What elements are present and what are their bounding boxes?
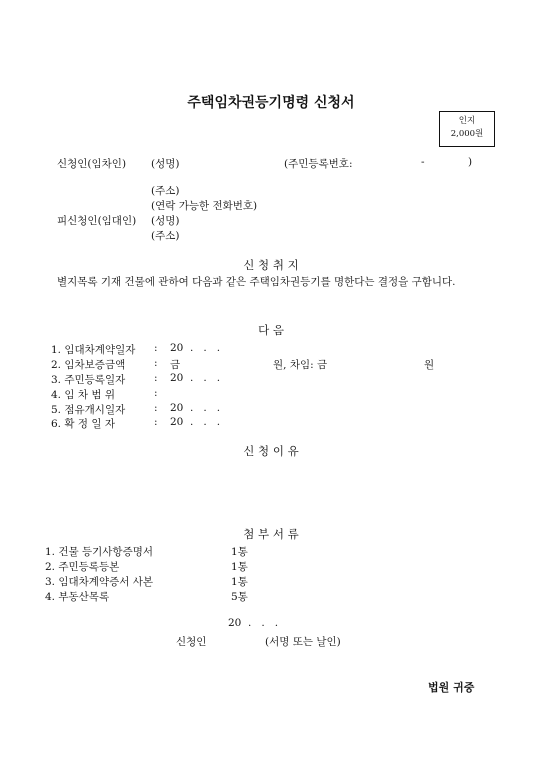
detail-colon: : bbox=[154, 402, 158, 414]
attachment-no: 3. bbox=[45, 576, 56, 588]
stamp-label: 인지 bbox=[458, 116, 476, 126]
detail-colon: : bbox=[154, 387, 158, 399]
detail-label: 확 정 일 자 bbox=[64, 418, 115, 430]
attachment-item bbox=[45, 589, 109, 604]
detail-no: 2. bbox=[51, 359, 62, 371]
applicant-id-dash: - bbox=[421, 156, 425, 168]
attachment-item bbox=[45, 574, 153, 589]
attachment-label: 부동산목록 bbox=[58, 591, 110, 603]
detail-row-5 bbox=[51, 402, 125, 417]
detail-value-rent: 원, 차임: 금 bbox=[273, 359, 328, 371]
respondent-address-field: (주소) bbox=[151, 230, 180, 242]
detail-row-4 bbox=[51, 387, 115, 402]
applicant-id-close: ) bbox=[468, 156, 473, 168]
attachment-no: 2. bbox=[45, 561, 56, 573]
purpose-heading: 신 청 취 지 bbox=[243, 258, 299, 272]
detail-value: 20 . . . bbox=[170, 402, 221, 414]
respondent-name-field: (성명) bbox=[151, 215, 180, 227]
attachment-count: 1통 bbox=[231, 561, 248, 573]
detail-row-1 bbox=[51, 342, 135, 357]
purpose-text: 별지목록 기재 건물에 관하여 다음과 같은 주택임차권등기를 명한다는 결정을 구함니다. bbox=[57, 276, 456, 288]
detail-value: 금 bbox=[170, 359, 181, 371]
attachments-heading: 첨 부 서 류 bbox=[243, 527, 299, 541]
respondent-label: 피신청인(임대인) bbox=[57, 215, 137, 227]
detail-label: 임차보증금액 bbox=[64, 359, 126, 371]
applicant-name-field: (성명) bbox=[151, 158, 180, 170]
applicant-id-field: (주민등록번호: bbox=[284, 158, 353, 170]
attachment-label: 임대차계약증서 사본 bbox=[58, 576, 153, 588]
details-heading: 다 음 bbox=[258, 323, 284, 337]
detail-no: 1. bbox=[51, 344, 62, 356]
attachment-no: 1. bbox=[45, 546, 56, 558]
detail-colon: : bbox=[154, 372, 158, 384]
detail-label: 임대차계약일자 bbox=[64, 344, 136, 356]
stamp-amount: 2,000원 bbox=[450, 129, 484, 139]
detail-no: 4. bbox=[51, 389, 62, 401]
detail-colon: : bbox=[154, 357, 158, 369]
detail-value: 20 . . . bbox=[170, 416, 221, 428]
detail-value: 20 . . . bbox=[170, 342, 221, 354]
detail-row-6 bbox=[51, 416, 115, 431]
revenue-stamp-box bbox=[439, 111, 495, 147]
detail-colon: : bbox=[154, 342, 158, 354]
applicant-label: 신청인(임차인) bbox=[57, 158, 127, 170]
detail-no: 5. bbox=[51, 404, 62, 416]
attachment-item bbox=[45, 544, 153, 559]
detail-no: 6. bbox=[51, 418, 62, 430]
detail-row-2 bbox=[51, 357, 125, 372]
attachment-count: 1통 bbox=[231, 546, 248, 558]
detail-label: 주민등록일자 bbox=[64, 374, 126, 386]
application-date: 20 . . . bbox=[228, 617, 279, 629]
detail-no: 3. bbox=[51, 374, 62, 386]
attachment-count: 5통 bbox=[231, 591, 248, 603]
detail-value-unit: 원 bbox=[424, 359, 435, 371]
detail-value: 20 . . . bbox=[170, 372, 221, 384]
detail-label: 임 차 범 위 bbox=[64, 389, 115, 401]
applicant-phone-field: (연락 가능한 전화번호) bbox=[151, 200, 258, 212]
attachment-label: 주민등록등본 bbox=[58, 561, 120, 573]
detail-row-3 bbox=[51, 372, 125, 387]
attachment-count: 1통 bbox=[231, 576, 248, 588]
reason-heading: 신 청 이 유 bbox=[243, 444, 299, 458]
document-title: 주택임차권등기명령 신청서 bbox=[187, 95, 355, 111]
detail-colon: : bbox=[154, 416, 158, 428]
signer-label: 신청인 bbox=[176, 636, 207, 648]
signature-note: (서명 또는 날인) bbox=[265, 636, 341, 648]
attachment-no: 4. bbox=[45, 591, 56, 603]
attachment-item bbox=[45, 559, 119, 574]
court-addressee: 법원 귀중 bbox=[428, 681, 475, 694]
applicant-address-field: (주소) bbox=[151, 185, 180, 197]
attachment-label: 건물 등기사항증명서 bbox=[58, 546, 153, 558]
detail-label: 점유개시일자 bbox=[64, 404, 126, 416]
